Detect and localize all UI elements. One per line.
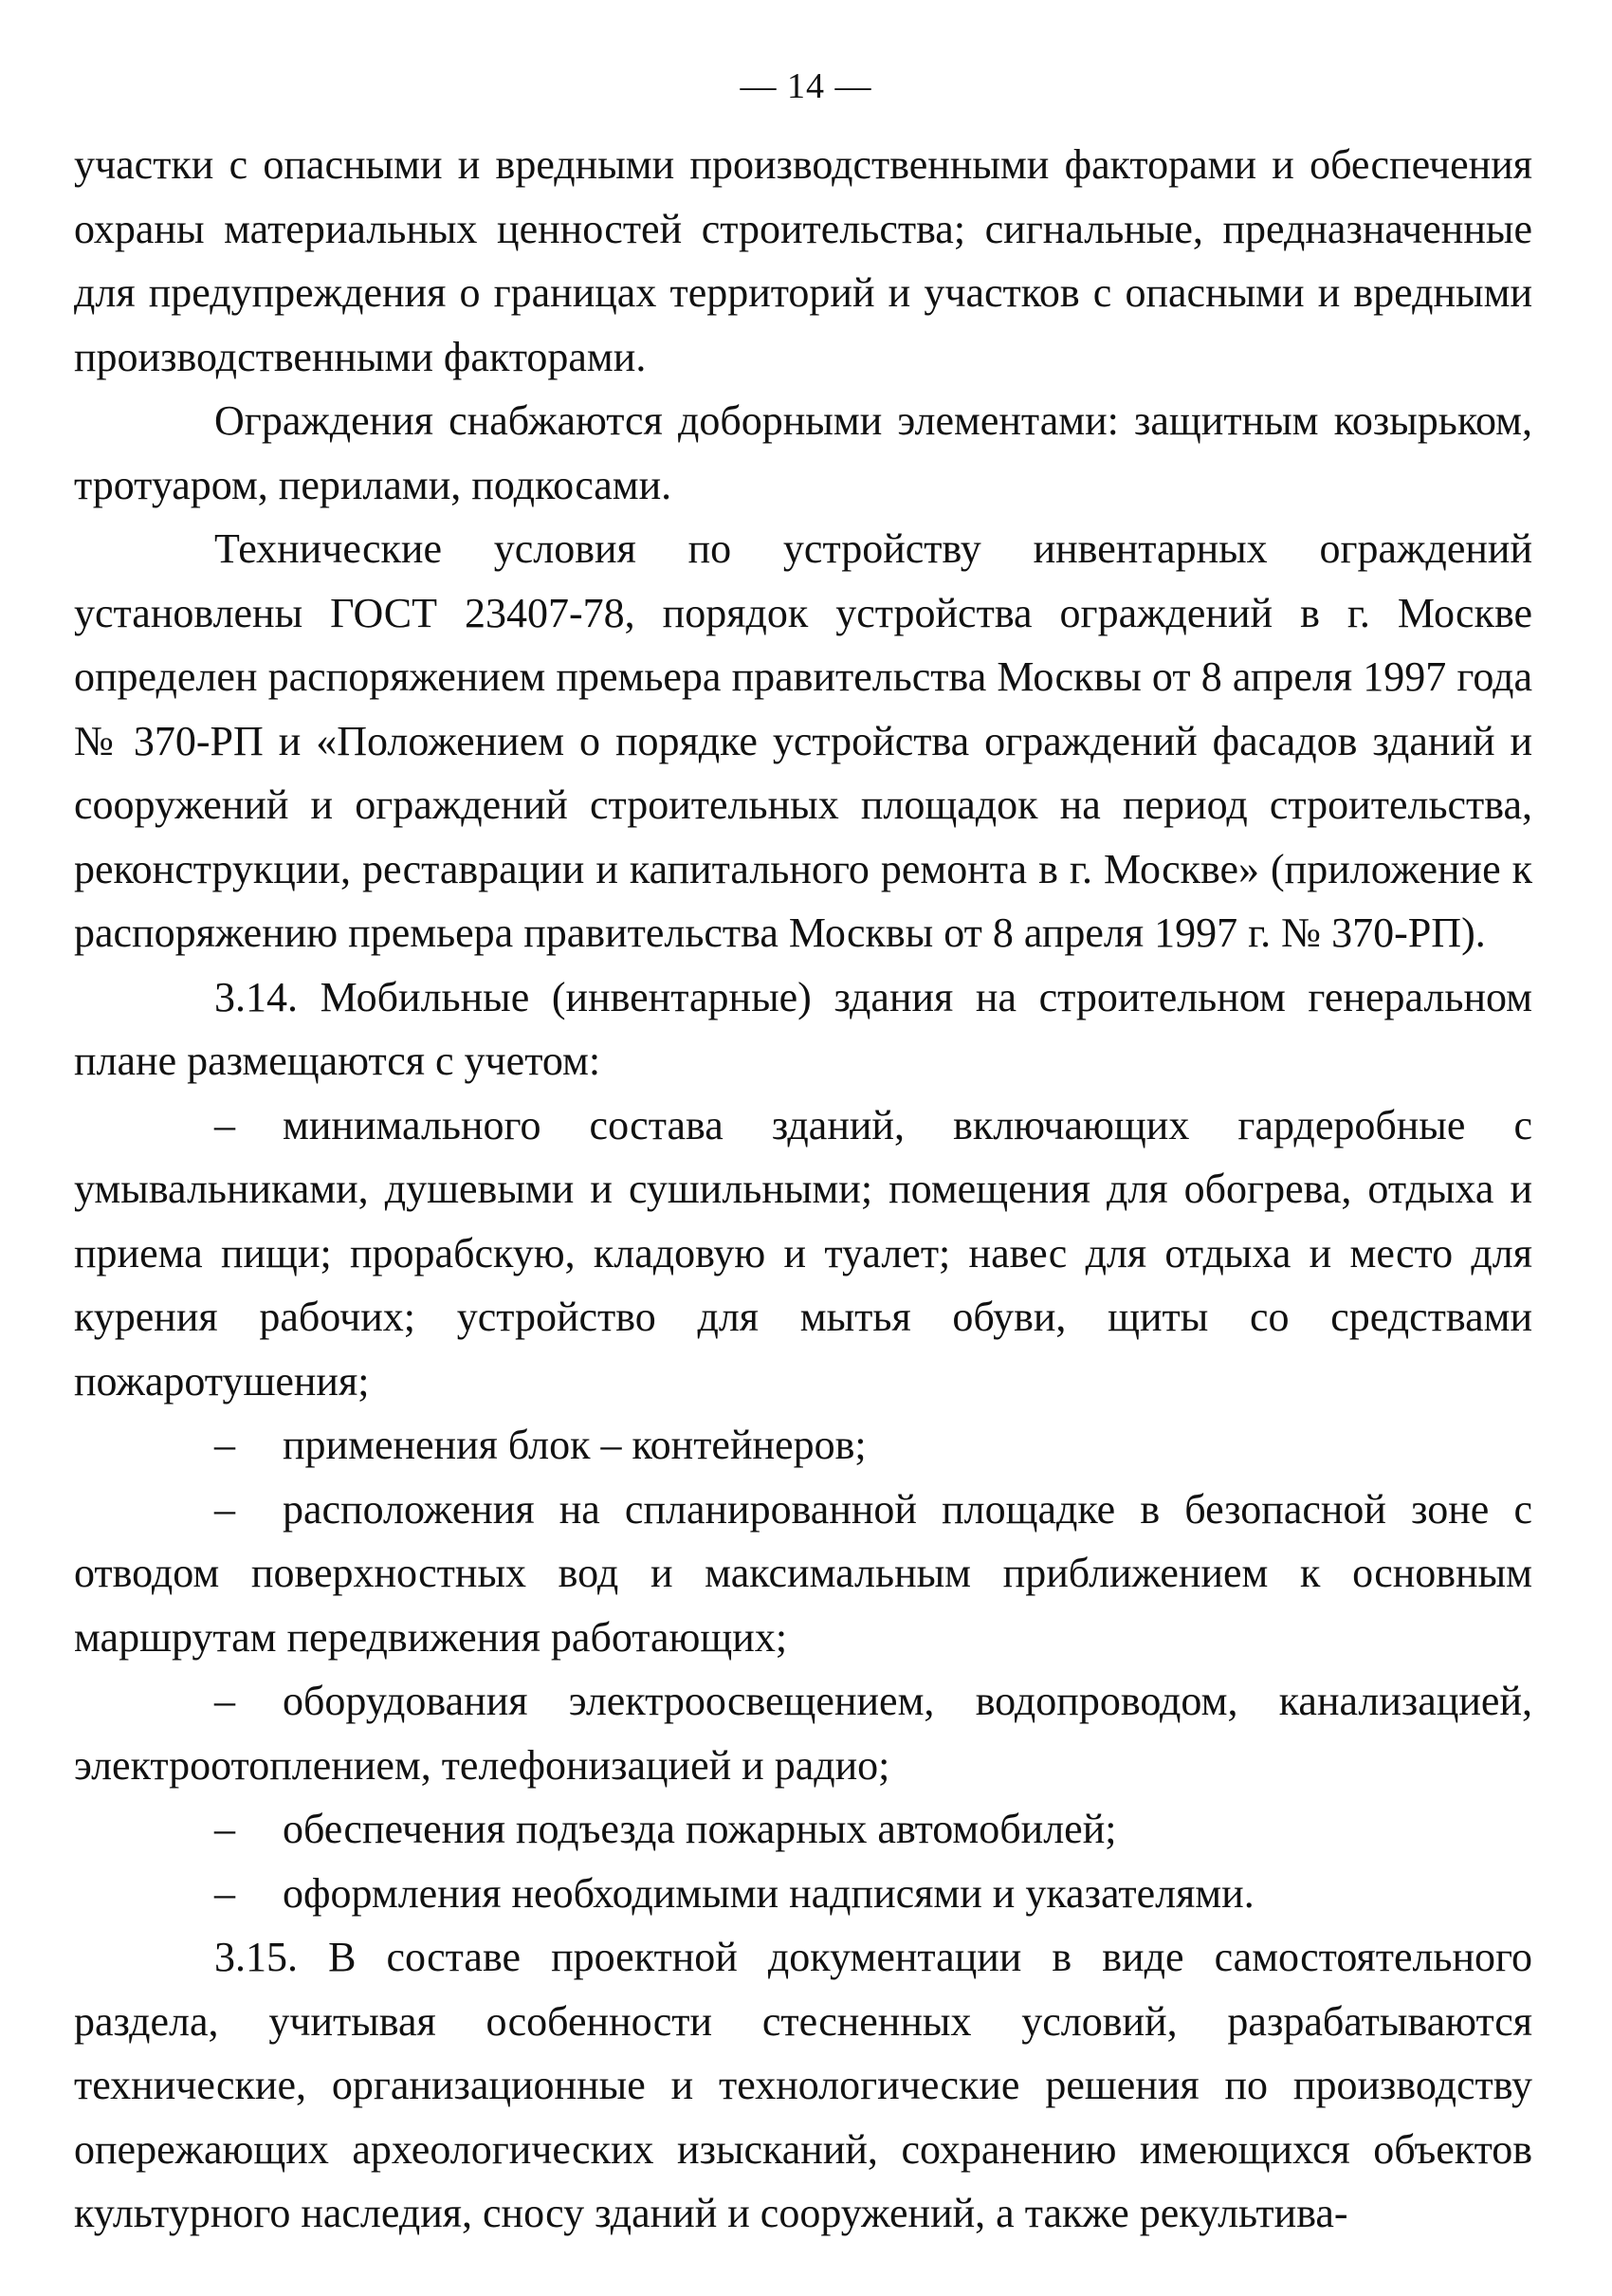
- list-dash: –: [214, 1869, 235, 1917]
- list-item-text: минимального состава зданий, включающих гардеробные с умывальниками, душевыми и сушильными; помещения для обогрева, отдыха и приема пищи; прорабскую, кладовую и туалет; навес для отдыха и место для курения рабочих; устройство для мытья обуви, щиты со средствами пожаротушения;: [74, 1101, 1532, 1405]
- list-dash: –: [214, 1678, 235, 1724]
- list-item-text: оборудования электроосвещением, водопроводом, канализацией, электроотоплением, телефонизацией и радио;: [74, 1678, 1532, 1789]
- list-item-text: применения блок – контейнеров;: [283, 1422, 867, 1468]
- list-dash: –: [214, 1101, 235, 1148]
- paragraph-continuation: участки с опасными и вредными производственными факторами и обеспечения охраны материальных ценностей строительства; сигнальные, предназначенные для предупреждения о границах территорий и участков с опасными и вредными производственными факторами.: [74, 141, 1532, 380]
- list-item-text: расположения на спланированной площадке в безопасной зоне с отводом поверхностных вод и максимальным приближением к основным маршрутам передвижения работающих;: [74, 1485, 1532, 1661]
- paragraph-fencing-elements: Ограждения снабжаются доборными элементами: защитным козырьком, тротуаром, перилами, подкосами.: [74, 397, 1532, 508]
- page-number: — 14 —: [740, 66, 872, 106]
- list-item: [74, 1862, 1532, 1926]
- list-item-text: оформления необходимыми надписями и указателями.: [283, 1869, 1255, 1917]
- list-dash: –: [214, 1422, 235, 1468]
- list-item-text: обеспечения подъезда пожарных автомобилей;: [283, 1806, 1117, 1852]
- paragraph-section-3-15: 3.15. В составе проектной документации в виде самостоятельного раздела, учитывая особенности стесненных условий, разрабатываются технические, организационные и технологические решения по производству опережающих археологических изысканий, сохранению имеющихся объектов культурного наследия, сносу зданий и сооружений, а также рекультива-: [74, 1934, 1532, 2236]
- list-item: [74, 1413, 1532, 1478]
- list-item: [74, 1797, 1532, 1862]
- paragraph-technical-conditions: Технические условия по устройству инвентарных ограждений установлены ГОСТ 23407-78, порядок устройства ограждений в г. Москве определен распоряжением премьера правительства Москвы от 8 апреля 1997 года № 370-РП и «Положением о порядке устройства ограждений фасадов зданий и сооружений и ограждений строительных площадок на период строительства, реконструкции, реставрации и капитального ремонта в г. Москве» (приложение к распоряжению премьера правительства Москвы от 8 апреля 1997 г. № 370-РП).: [74, 525, 1532, 956]
- list-item: [74, 1093, 1532, 1414]
- list-dash: –: [214, 1485, 235, 1533]
- body-text: [74, 133, 1532, 2246]
- paragraph-section-3-14: 3.14. Мобильные (инвентарные) здания на строительном генеральном плане размещаются с учетом:: [74, 973, 1532, 1084]
- list-item: [74, 1669, 1532, 1797]
- list-dash: –: [214, 1806, 235, 1852]
- list-item: [74, 1478, 1532, 1670]
